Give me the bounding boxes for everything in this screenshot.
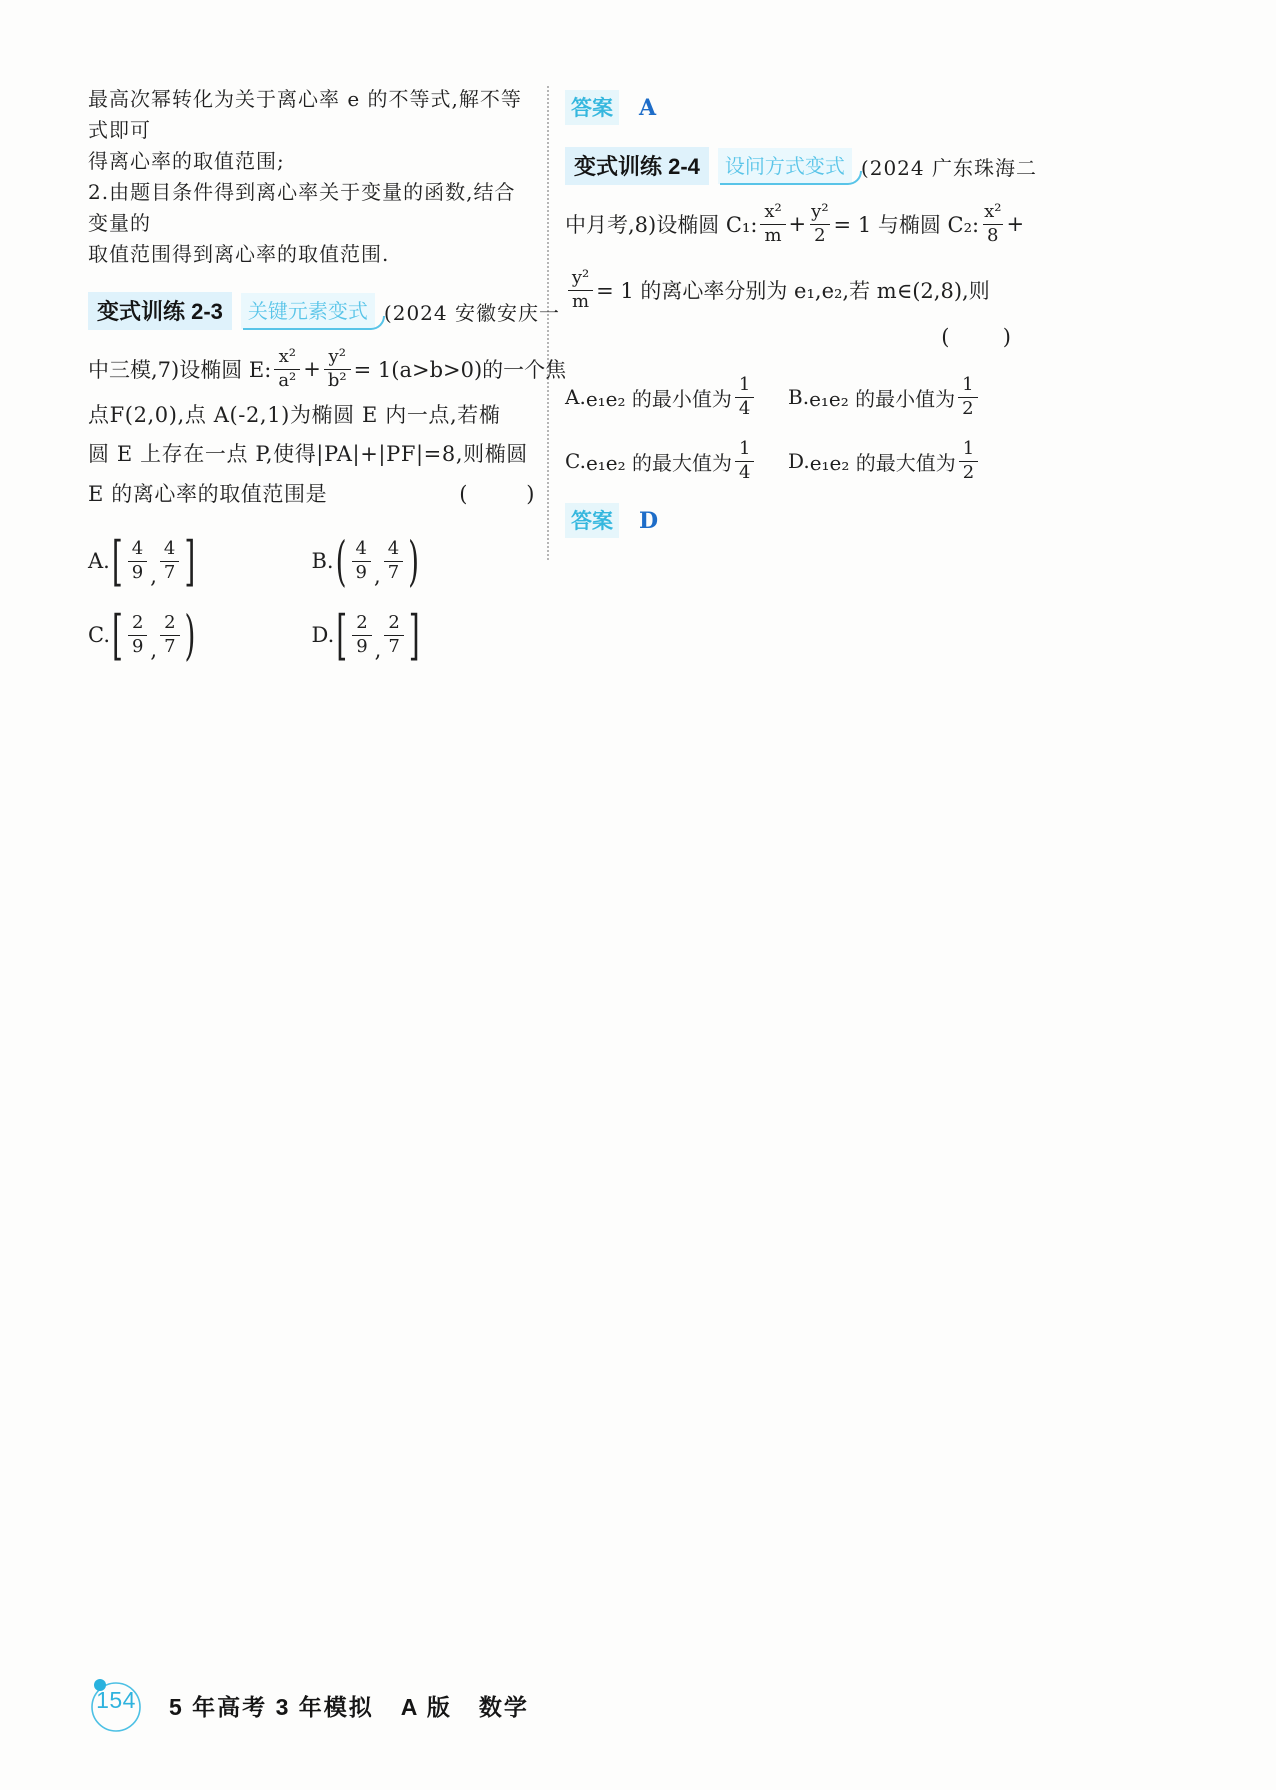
right-column xyxy=(565,88,1037,538)
fraction-numerator: 1 xyxy=(739,438,751,459)
formula-text: 中三模,7)设椭圆 E: xyxy=(88,358,272,382)
plus-sign: + xyxy=(1006,212,1025,236)
source-text: (2024 广东珠海二 xyxy=(860,155,1037,180)
fraction-denominator: a² xyxy=(274,369,300,393)
fraction xyxy=(384,612,403,658)
fraction-numerator: 4 xyxy=(355,538,367,559)
fraction-numerator: 1 xyxy=(738,374,751,395)
fraction xyxy=(128,612,147,658)
fraction xyxy=(760,201,785,247)
exercise-badge: 变式训练 2-3 xyxy=(88,292,232,330)
fraction-denominator: 9 xyxy=(128,635,147,659)
option-label: D. xyxy=(788,449,810,473)
answer-row xyxy=(565,503,1011,538)
option-b xyxy=(788,365,1011,429)
option-d xyxy=(312,598,536,672)
fraction-numerator: 2 xyxy=(356,612,368,633)
footer-title xyxy=(169,1689,529,1722)
fraction xyxy=(809,201,830,247)
open-bracket: [ xyxy=(112,603,123,667)
book-subject: 数学 xyxy=(478,1693,529,1720)
answer-blank-parens: ( ) xyxy=(941,325,1011,349)
problem-text-line: 点F(2,0),点 A(-2,1)为椭圆 E 内一点,若椭 xyxy=(88,403,501,427)
fraction xyxy=(274,346,300,392)
fraction-denominator: 9 xyxy=(352,635,371,659)
book-edition: A 版 xyxy=(400,1693,452,1720)
fraction-numerator: y² xyxy=(328,346,346,367)
intro-line: 取值范围得到离心率的取值范围. xyxy=(88,242,390,266)
fraction-denominator: 2 xyxy=(959,461,978,485)
intro-line: 最高次幂转化为关于离心率 e 的不等式,解不等式即可 xyxy=(88,87,522,142)
answer-blank-line xyxy=(565,325,1011,349)
close-bracket: ) xyxy=(408,529,420,593)
option-d xyxy=(788,429,1011,493)
exercise-2-3-header xyxy=(88,292,560,330)
page-footer xyxy=(85,1674,529,1736)
fraction xyxy=(735,438,754,484)
fraction-numerator: 2 xyxy=(388,612,400,633)
fraction xyxy=(958,374,977,420)
fraction-numerator: 1 xyxy=(962,374,974,395)
option-label: B. xyxy=(788,385,810,409)
option-label: C. xyxy=(88,623,110,647)
option-label: D. xyxy=(311,623,335,647)
fraction xyxy=(324,346,351,392)
plus-sign: + xyxy=(788,212,807,236)
variant-type-tag: 关键元素变式 xyxy=(241,293,375,329)
fraction-numerator: 2 xyxy=(131,612,144,633)
option-label: C. xyxy=(565,449,586,473)
formula-line xyxy=(88,342,567,396)
options-grid xyxy=(565,365,1011,493)
source-text: (2024 安徽安庆一 xyxy=(383,300,560,325)
fraction-denominator: 7 xyxy=(160,561,179,585)
answer-blank-parens: ( ) xyxy=(459,482,535,506)
fraction-numerator: x² xyxy=(278,346,296,367)
fraction-denominator: 2 xyxy=(958,397,977,421)
formula-line xyxy=(565,263,1011,317)
fraction-numerator: 2 xyxy=(164,612,176,633)
fraction-numerator: 4 xyxy=(131,538,144,559)
fraction xyxy=(735,374,754,420)
intro-line: 2.由题目条件得到离心率关于变量的函数,结合变量的 xyxy=(88,180,516,235)
option-label: A. xyxy=(565,385,586,409)
fraction-denominator: 4 xyxy=(735,461,754,485)
fraction-denominator: 8 xyxy=(983,224,1002,248)
open-bracket: ( xyxy=(335,529,347,593)
open-bracket: [ xyxy=(336,603,348,667)
close-bracket: ) xyxy=(184,603,196,667)
answer-value: A xyxy=(639,95,657,121)
fraction-denominator: 7 xyxy=(160,635,179,659)
problem-text-line xyxy=(88,474,535,514)
option-text: e₁e₂ 的最小值为 xyxy=(585,386,732,411)
fraction xyxy=(959,438,978,484)
fraction xyxy=(160,538,179,584)
fraction xyxy=(352,612,371,658)
open-bracket: [ xyxy=(111,529,123,593)
fraction-denominator: 9 xyxy=(352,561,371,585)
option-text: e₁e₂ 的最小值为 xyxy=(809,386,956,411)
option-a xyxy=(88,524,312,598)
intro-line: 得离心率的取值范围; xyxy=(88,149,285,173)
variant-type-tag: 设问方式变式 xyxy=(718,148,852,184)
fraction xyxy=(160,612,179,658)
options-grid xyxy=(88,524,535,672)
option-label: A. xyxy=(88,549,110,573)
comma: , xyxy=(374,638,382,662)
left-column xyxy=(88,84,567,672)
fraction xyxy=(982,201,1003,247)
fraction-numerator: 1 xyxy=(962,438,975,459)
exercise-2-4-header xyxy=(565,147,1037,185)
answer-label: 答案 xyxy=(565,90,619,125)
fraction-denominator: 2 xyxy=(810,224,829,248)
comma: , xyxy=(150,564,157,588)
book-title: 5 年高考 3 年模拟 xyxy=(169,1693,374,1720)
option-text: e₁e₂ 的最大值为 xyxy=(809,450,956,475)
formula-text: = 1 的离心率分别为 e₁,e₂,若 m∈(2,8),则 xyxy=(596,279,990,303)
fraction-denominator: 7 xyxy=(384,561,403,585)
problem-text-line: 圆 E 上存在一点 P,使得|PA|+|PF|=8,则椭圆 xyxy=(88,442,528,466)
comma: , xyxy=(374,564,381,588)
formula-text: = 1(a>b>0)的一个焦 xyxy=(353,358,567,382)
close-bracket: ] xyxy=(184,529,196,593)
option-c xyxy=(565,429,788,493)
fraction-numerator: 4 xyxy=(387,538,400,559)
option-a xyxy=(565,365,788,429)
fraction-numerator: x² xyxy=(984,201,1002,222)
fraction-numerator: x² xyxy=(764,201,782,222)
close-bracket: ] xyxy=(408,603,420,667)
fraction xyxy=(568,267,593,313)
page-number-badge xyxy=(85,1674,147,1736)
answer-label: 答案 xyxy=(565,503,619,538)
option-text: e₁e₂ 的最大值为 xyxy=(585,450,733,475)
fraction xyxy=(352,538,371,584)
answer-row xyxy=(565,90,1011,125)
fraction xyxy=(384,538,403,584)
fraction-numerator: 4 xyxy=(163,538,176,559)
answer-value: D xyxy=(639,508,659,534)
comma: , xyxy=(150,638,158,662)
fraction-numerator: y² xyxy=(571,267,590,288)
formula-text: = 1 与椭圆 C₂: xyxy=(833,213,980,237)
fraction-denominator: 9 xyxy=(128,561,147,585)
problem-text: E 的离心率的取值范围是 xyxy=(88,482,328,506)
formula-line xyxy=(565,197,1025,251)
fraction-denominator: m xyxy=(568,290,593,314)
fraction-denominator: m xyxy=(760,224,785,248)
fraction-denominator: b² xyxy=(324,369,351,393)
fraction-numerator: y² xyxy=(811,201,829,222)
plus-sign: + xyxy=(303,357,321,381)
option-label: B. xyxy=(311,549,334,573)
formula-text: 中月考,8)设椭圆 C₁: xyxy=(565,213,758,237)
fraction-denominator: 7 xyxy=(384,635,403,659)
fraction xyxy=(128,538,147,584)
exercise-badge: 变式训练 2-4 xyxy=(565,147,709,185)
option-b xyxy=(312,524,536,598)
fraction-denominator: 4 xyxy=(735,397,754,421)
option-c xyxy=(88,598,312,672)
page-number: 154 xyxy=(96,1687,136,1713)
